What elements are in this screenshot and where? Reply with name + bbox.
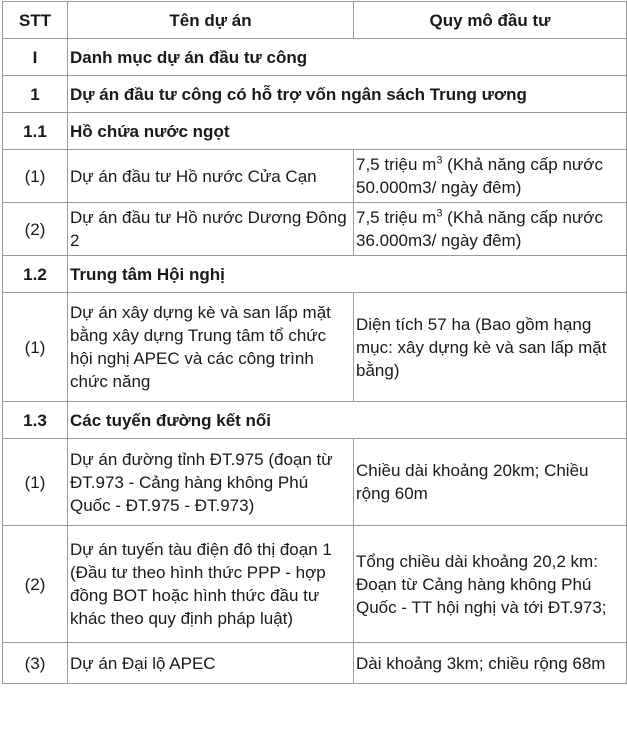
row-stt: (3) — [3, 643, 68, 684]
project-name: Dự án xây dựng kè và san lấp mặt bằng xây dựng Trung tâm tổ chức hội nghị APEC và các công trình chức năng — [68, 293, 354, 402]
project-scale: Diện tích 57 ha (Bao gồm hạng mục: xây dựng kè và san lấp mặt bằng) — [354, 293, 627, 402]
section-title: Danh mục dự án đầu tư công — [68, 39, 627, 76]
row-stt: (1) — [3, 293, 68, 402]
section-row-I — [3, 39, 627, 76]
project-row — [3, 439, 627, 526]
scale-prefix: 7,5 triệu m — [356, 208, 437, 227]
project-name: Dự án đường tỉnh ĐT.975 (đoạn từ ĐT.973 - Cảng hàng không Phú Quốc - ĐT.975 - ĐT.973) — [68, 439, 354, 526]
row-stt: 1.1 — [3, 113, 68, 150]
header-row — [3, 2, 627, 39]
project-name: Dự án tuyến tàu điện đô thị đoạn 1 (Đầu tư theo hình thức PPP - hợp đồng BOT hoặc hình thức đầu tư khác theo quy định pháp luật) — [68, 526, 354, 643]
section-title: Hồ chứa nước ngọt — [68, 113, 627, 150]
row-stt: I — [3, 39, 68, 76]
scale-suffix: (Khả năng cấp nước 50.000m3/ ngày đêm) — [356, 155, 603, 197]
section-row-1-3 — [3, 402, 627, 439]
header-project-name: Tên dự án — [68, 2, 354, 39]
row-stt: 1.3 — [3, 402, 68, 439]
scale-suffix: (Khả năng cấp nước 36.000m3/ ngày đêm) — [356, 208, 603, 250]
project-row — [3, 203, 627, 256]
row-stt: (2) — [3, 203, 68, 256]
row-stt: 1.2 — [3, 256, 68, 293]
section-title: Trung tâm Hội nghị — [68, 256, 627, 293]
section-title: Các tuyến đường kết nối — [68, 402, 627, 439]
section-row-1-2 — [3, 256, 627, 293]
header-investment-scale: Quy mô đầu tư — [354, 2, 627, 39]
section-title: Dự án đầu tư công có hỗ trợ vốn ngân sách Trung ương — [68, 76, 627, 113]
section-row-1-1 — [3, 113, 627, 150]
scale-superscript: 3 — [436, 207, 443, 220]
project-row — [3, 150, 627, 203]
project-row — [3, 643, 627, 684]
project-scale: Dài khoảng 3km; chiều rộng 68m — [354, 643, 627, 684]
row-stt: (1) — [3, 439, 68, 526]
project-scale: Chiều dài khoảng 20km; Chiều rộng 60m — [354, 439, 627, 526]
row-stt: (2) — [3, 526, 68, 643]
row-stt: 1 — [3, 76, 68, 113]
header-stt: STT — [3, 2, 68, 39]
project-name: Dự án đầu tư Hồ nước Dương Đông 2 — [68, 203, 354, 256]
project-scale: Tổng chiều dài khoảng 20,2 km: Đoạn từ Cảng hàng không Phú Quốc - TT hội nghị và tới ĐT.973; — [354, 526, 627, 643]
scale-superscript: 3 — [436, 154, 443, 167]
project-name: Dự án Đại lộ APEC — [68, 643, 354, 684]
project-scale — [354, 150, 627, 203]
investment-projects-table — [2, 1, 627, 684]
section-row-1 — [3, 76, 627, 113]
scale-prefix: 7,5 triệu m — [356, 155, 437, 174]
project-row — [3, 293, 627, 402]
project-row — [3, 526, 627, 643]
project-name: Dự án đầu tư Hồ nước Cửa Cạn — [68, 150, 354, 203]
project-scale — [354, 203, 627, 256]
row-stt: (1) — [3, 150, 68, 203]
